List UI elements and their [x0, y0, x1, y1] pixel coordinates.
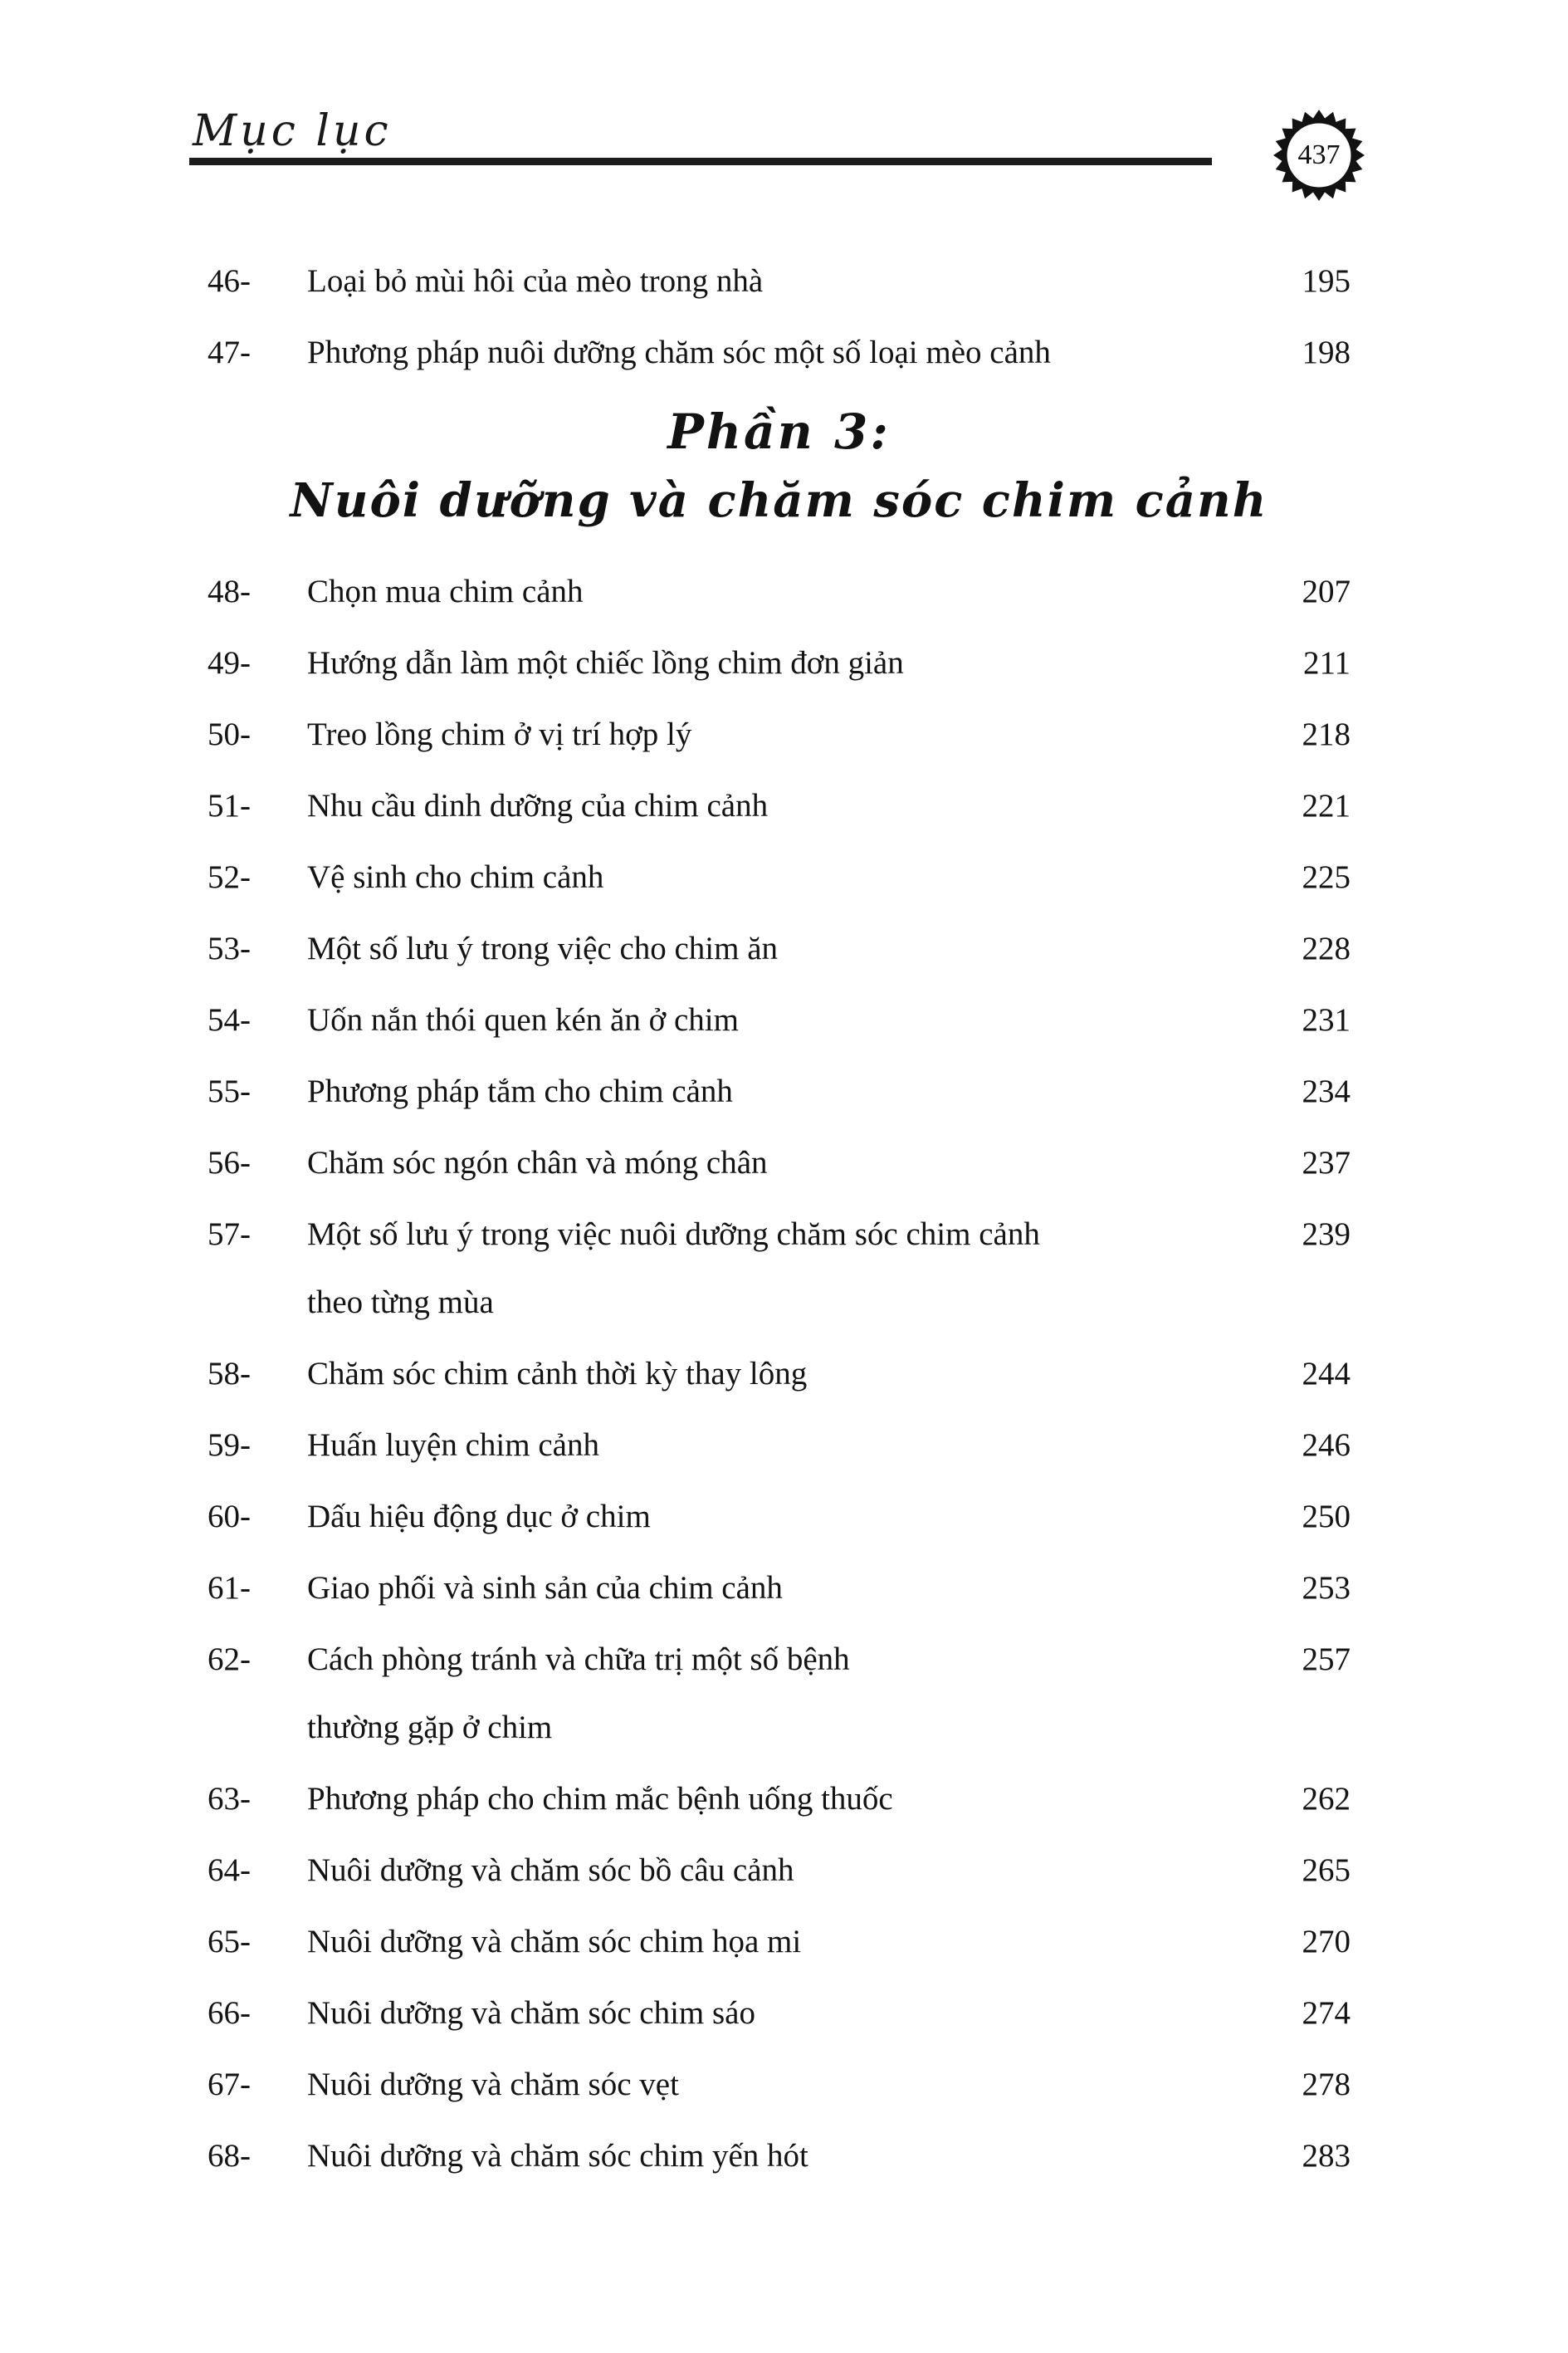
toc-entry: [208, 1921, 1351, 1963]
toc-entry-title-line: Huấn luyện chim cảnh: [307, 1427, 599, 1463]
toc-entry-number: 57-: [208, 1216, 251, 1252]
toc-entry-page: 283: [1302, 2138, 1351, 2174]
toc-entry: [208, 1496, 1351, 1538]
toc-entry-title: [307, 857, 1259, 898]
toc-entry-title-line: Phương pháp cho chim mắc bệnh uống thuốc: [307, 1781, 893, 1817]
toc-entry-title: [307, 1353, 1259, 1395]
toc-entry-title: [307, 1071, 1259, 1113]
toc-entry-page: 195: [1302, 263, 1351, 299]
toc-entry-title-line: Nhu cầu dinh dưỡng của chim cảnh: [307, 788, 769, 824]
toc-entry-title: [307, 785, 1259, 827]
toc-entry: [208, 332, 1351, 374]
toc-entry-page: 257: [1302, 1641, 1351, 1677]
toc-entry-number: 65-: [208, 1924, 251, 1959]
toc-entry-title: [307, 643, 1259, 684]
page-header-title: Mục lục: [193, 106, 392, 156]
toc-entry-title-line: Một số lưu ý trong việc cho chim ăn: [307, 931, 779, 966]
toc-entry-page: 198: [1302, 335, 1351, 370]
toc-entry-number: 64-: [208, 1852, 251, 1888]
toc-entry: [208, 643, 1351, 684]
toc-entry-number: 51-: [208, 788, 251, 824]
toc-entry-title-line: Giao phối và sinh sản của chim cảnh: [307, 1570, 783, 1606]
toc-entry-page: 246: [1302, 1427, 1351, 1463]
toc-entry: [208, 1142, 1351, 1184]
toc-entry-page: 234: [1302, 1074, 1351, 1109]
toc-entry-title-line: theo từng mùa: [307, 1284, 494, 1320]
toc-entry-title: [307, 928, 1259, 970]
section-title: Nuôi dưỡng và chăm sóc chim cảnh: [290, 473, 1268, 528]
toc-entries-cat-section: [208, 261, 1351, 374]
toc-entry-title-line: Hướng dẫn làm một chiếc lồng chim đơn giản: [307, 645, 904, 681]
toc-entry-number: 56-: [208, 1145, 251, 1181]
toc-entry-number: 62-: [208, 1641, 251, 1677]
toc-entry-number: 58-: [208, 1356, 251, 1392]
toc-entry-title-line: Treo lồng chim ở vị trí hợp lý: [307, 717, 692, 752]
toc-entry-page: 218: [1302, 717, 1351, 752]
page-header: [0, 0, 1568, 216]
table-of-contents: [208, 261, 1351, 2207]
toc-entry-title-line: Chọn mua chim cảnh: [307, 574, 584, 609]
toc-entry-page: 262: [1302, 1781, 1351, 1817]
toc-entry: [208, 928, 1351, 970]
toc-entry: [208, 785, 1351, 827]
toc-entry: [208, 571, 1351, 613]
toc-entry: [208, 1568, 1351, 1609]
toc-entry-title: [307, 1850, 1259, 1891]
toc-entry-title-line: Cách phòng tránh và chữa trị một số bệnh: [307, 1641, 850, 1677]
toc-entry-title-line: Vệ sinh cho chim cảnh: [307, 859, 604, 895]
toc-entry-title: [307, 571, 1259, 613]
toc-entry-title: [307, 1425, 1259, 1466]
toc-entry-page: 278: [1302, 2067, 1351, 2102]
toc-entry-title: [307, 1568, 1259, 1609]
toc-entry: [208, 714, 1351, 756]
toc-entry-page: 244: [1302, 1356, 1351, 1392]
toc-entry-page: 237: [1302, 1145, 1351, 1181]
toc-entry-number: 59-: [208, 1427, 251, 1463]
toc-entry-title-line: Chăm sóc chim cảnh thời kỳ thay lông: [307, 1356, 808, 1392]
toc-entry-title: [307, 332, 1259, 374]
toc-entry: [208, 1425, 1351, 1466]
toc-entry: [208, 1993, 1351, 2034]
toc-entry-title-line: Nuôi dưỡng và chăm sóc vẹt: [307, 2067, 679, 2102]
toc-entry: [208, 1353, 1351, 1395]
toc-entry-title-line: Phương pháp tắm cho chim cảnh: [307, 1074, 733, 1109]
toc-entry-page: 207: [1302, 574, 1351, 609]
toc-entry-title: [307, 1142, 1259, 1184]
toc-entry-page: 239: [1302, 1216, 1351, 1252]
toc-entry-page: 253: [1302, 1570, 1351, 1606]
toc-entry-page: 228: [1302, 931, 1351, 966]
toc-entry-title-line: Dấu hiệu động dục ở chim: [307, 1499, 651, 1534]
toc-entry-title: [307, 2135, 1259, 2177]
toc-entry-number: 63-: [208, 1781, 251, 1817]
toc-entry-number: 47-: [208, 335, 251, 370]
page-number-badge: [1273, 110, 1365, 201]
toc-entry-page: 265: [1302, 1852, 1351, 1888]
toc-entry-title-line: thường gặp ở chim: [307, 1710, 553, 1745]
toc-entry-page: 250: [1302, 1499, 1351, 1534]
toc-entry-title: [307, 261, 1259, 302]
toc-entry-title: [307, 1639, 1259, 1749]
toc-entry-title-line: Nuôi dưỡng và chăm sóc chim yến hót: [307, 2138, 808, 2174]
toc-entry-title: [307, 1993, 1259, 2034]
toc-entries-bird-section: [208, 571, 1351, 2177]
toc-entry-number: 66-: [208, 1995, 251, 2031]
toc-entry-title: [307, 1214, 1259, 1323]
section-heading: [208, 404, 1351, 528]
toc-entry-title-line: Phương pháp nuôi dưỡng chăm sóc một số loại mèo cảnh: [307, 335, 1051, 370]
toc-entry-title-line: Nuôi dưỡng và chăm sóc chim sáo: [307, 1995, 755, 2031]
toc-entry: [208, 1850, 1351, 1891]
section-part-label: Phần 3:: [667, 404, 891, 460]
toc-entry-number: 53-: [208, 931, 251, 966]
toc-entry-page: 270: [1302, 1924, 1351, 1959]
toc-entry: [208, 1000, 1351, 1041]
toc-entry-page: 231: [1302, 1002, 1351, 1038]
toc-entry-number: 68-: [208, 2138, 251, 2174]
toc-entry-title-line: Loại bỏ mùi hôi của mèo trong nhà: [307, 263, 764, 299]
toc-entry: [208, 1071, 1351, 1113]
toc-entry-title: [307, 1921, 1259, 1963]
toc-entry-title-line: Uốn nắn thói quen kén ăn ở chim: [307, 1002, 739, 1038]
toc-entry-number: 52-: [208, 859, 251, 895]
toc-entry-title-line: Một số lưu ý trong việc nuôi dưỡng chăm sóc chim cảnh: [307, 1216, 1040, 1252]
toc-entry: [208, 857, 1351, 898]
toc-entry-title: [307, 1000, 1259, 1041]
toc-entry-title: [307, 1778, 1259, 1820]
toc-entry-title-line: Chăm sóc ngón chân và móng chân: [307, 1145, 768, 1181]
toc-entry-title: [307, 714, 1259, 756]
toc-entry-number: 61-: [208, 1570, 251, 1606]
toc-entry-number: 55-: [208, 1074, 251, 1109]
toc-entry: [208, 2135, 1351, 2177]
toc-entry-number: 60-: [208, 1499, 251, 1534]
toc-entry-number: 50-: [208, 717, 251, 752]
toc-entry-title-line: Nuôi dưỡng và chăm sóc bồ câu cảnh: [307, 1852, 794, 1888]
toc-entry-number: 49-: [208, 645, 251, 681]
toc-entry-number: 46-: [208, 263, 251, 299]
toc-entry: [208, 1778, 1351, 1820]
toc-entry-page: 211: [1302, 645, 1351, 681]
toc-entry-number: 48-: [208, 574, 251, 609]
page-number: 437: [1297, 139, 1341, 170]
toc-entry-title-line: Nuôi dưỡng và chăm sóc chim họa mi: [307, 1924, 802, 1959]
toc-entry: [208, 261, 1351, 302]
header-rule: [189, 158, 1212, 165]
toc-entry: [208, 1639, 1351, 1749]
toc-entry-title: [307, 1496, 1259, 1538]
toc-entry-title: [307, 2064, 1259, 2106]
toc-entry-number: 54-: [208, 1002, 251, 1038]
toc-entry-page: 221: [1302, 788, 1351, 824]
toc-entry-page: 225: [1302, 859, 1351, 895]
toc-entry-number: 67-: [208, 2067, 251, 2102]
toc-entry: [208, 1214, 1351, 1323]
toc-entry: [208, 2064, 1351, 2106]
toc-entry-page: 274: [1302, 1995, 1351, 2031]
